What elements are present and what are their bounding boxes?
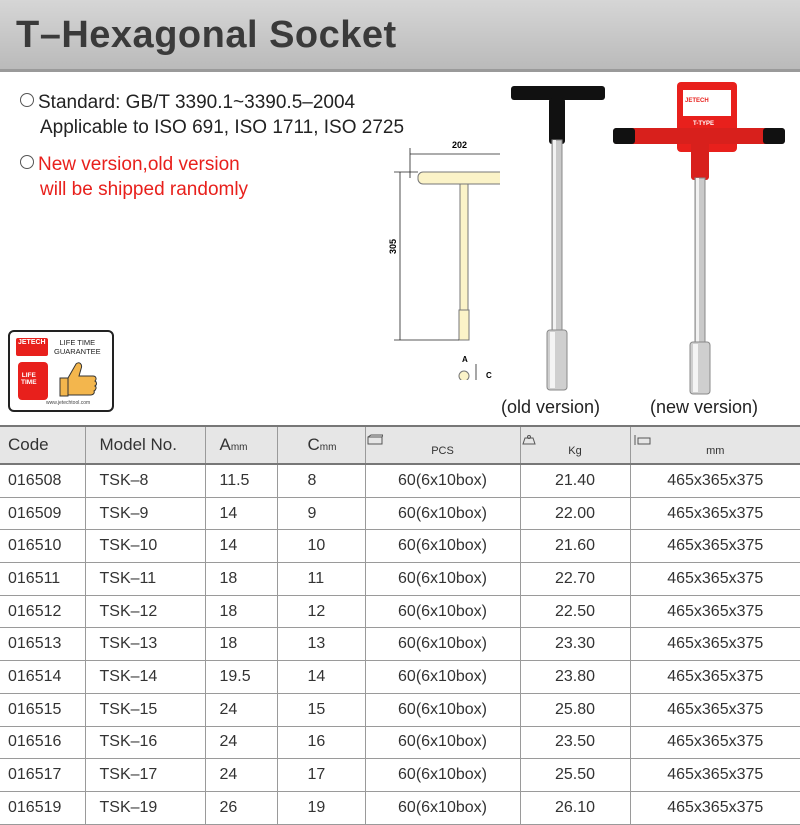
- cell-kg: 23.50: [520, 726, 630, 759]
- cell-a: 14: [205, 497, 277, 530]
- cell-dimensions: 465x365x375: [630, 661, 800, 694]
- col-header-pcs: PCS: [365, 426, 520, 464]
- table-row: [0, 464, 800, 497]
- emblem-text1: LIFE: [21, 372, 36, 379]
- cell-a: 24: [205, 726, 277, 759]
- circle-bullet-icon: [20, 93, 34, 107]
- cell-c: 9: [277, 497, 365, 530]
- cell-dimensions: 465x365x375: [630, 530, 800, 563]
- version-text-line1: New version,old version: [38, 154, 240, 175]
- cell-model: TSK–13: [85, 628, 205, 661]
- badge-line2: GUARANTEE: [54, 347, 101, 356]
- cell-pcs: 60(6x10box): [365, 595, 520, 628]
- cell-model: TSK–15: [85, 693, 205, 726]
- cell-kg: 26.10: [520, 791, 630, 824]
- table-row: [0, 628, 800, 661]
- cell-model: TSK–19: [85, 791, 205, 824]
- cell-dimensions: 465x365x375: [630, 595, 800, 628]
- cell-code: 016508: [0, 464, 85, 497]
- cell-c: 15: [277, 693, 365, 726]
- cell-a: 24: [205, 759, 277, 792]
- cell-dimensions: 465x365x375: [630, 497, 800, 530]
- cell-a: 19.5: [205, 661, 277, 694]
- cell-kg: 25.50: [520, 759, 630, 792]
- cell-kg: 22.70: [520, 563, 630, 596]
- cell-pcs: 60(6x10box): [365, 661, 520, 694]
- cell-model: TSK–9: [85, 497, 205, 530]
- table-row: [0, 563, 800, 596]
- spec-table: [0, 425, 800, 825]
- cell-model: TSK–12: [85, 595, 205, 628]
- cell-c: 12: [277, 595, 365, 628]
- col-header-model: Model No.: [85, 426, 205, 464]
- cell-dimensions: 465x365x375: [630, 628, 800, 661]
- cell-kg: 21.60: [520, 530, 630, 563]
- table-row: [0, 595, 800, 628]
- cell-code: 016514: [0, 661, 85, 694]
- cell-dimensions: 465x365x375: [630, 563, 800, 596]
- cell-model: TSK–10: [85, 530, 205, 563]
- cell-code: 016510: [0, 530, 85, 563]
- page-title: T–Hexagonal Socket: [16, 14, 397, 56]
- cell-pcs: 60(6x10box): [365, 726, 520, 759]
- cell-a: 18: [205, 595, 277, 628]
- new-version-caption: (new version): [650, 397, 759, 417]
- cell-c: 11: [277, 563, 365, 596]
- cell-c: 13: [277, 628, 365, 661]
- cell-code: 016517: [0, 759, 85, 792]
- badge-line1: LIFE TIME: [59, 338, 96, 347]
- standard-note: [20, 90, 404, 140]
- cell-dimensions: 465x365x375: [630, 464, 800, 497]
- col-header-c: Cmm: [277, 426, 365, 464]
- cell-a: 14: [205, 530, 277, 563]
- cell-dimensions: 465x365x375: [630, 693, 800, 726]
- table-header-row: [0, 426, 800, 464]
- cell-code: 016516: [0, 726, 85, 759]
- cell-a: 26: [205, 791, 277, 824]
- version-text-line2: will be shipped randomly: [40, 179, 249, 200]
- carton-dimension-icon: [632, 434, 652, 446]
- brand-logo-text: JETECH: [18, 339, 46, 346]
- width-dimension-label: 202: [452, 140, 468, 150]
- cell-kg: 22.50: [520, 595, 630, 628]
- cell-pcs: 60(6x10box): [365, 497, 520, 530]
- cell-c: 16: [277, 726, 365, 759]
- table-row: [0, 726, 800, 759]
- lifetime-guarantee-badge: [8, 330, 114, 412]
- cell-kg: 23.30: [520, 628, 630, 661]
- table-row: [0, 693, 800, 726]
- cell-dimensions: 465x365x375: [630, 791, 800, 824]
- cell-dimensions: 465x365x375: [630, 726, 800, 759]
- cell-pcs: 60(6x10box): [365, 759, 520, 792]
- cell-model: TSK–16: [85, 726, 205, 759]
- tag-line1: T-TYPE: [693, 121, 715, 127]
- cell-pcs: 60(6x10box): [365, 563, 520, 596]
- version-note: [20, 152, 248, 202]
- cell-kg: 23.80: [520, 661, 630, 694]
- cell-pcs: 60(6x10box): [365, 628, 520, 661]
- label-a: A: [462, 355, 468, 364]
- old-version-wrench-image: [505, 80, 610, 400]
- cell-code: 016519: [0, 791, 85, 824]
- cell-model: TSK–17: [85, 759, 205, 792]
- cell-a: 18: [205, 563, 277, 596]
- table-row: [0, 497, 800, 530]
- cell-dimensions: 465x365x375: [630, 759, 800, 792]
- cell-pcs: 60(6x10box): [365, 530, 520, 563]
- table-row: [0, 791, 800, 824]
- new-version-wrench-image: [605, 80, 795, 400]
- cell-a: 24: [205, 693, 277, 726]
- cell-code: 016512: [0, 595, 85, 628]
- cell-code: 016511: [0, 563, 85, 596]
- thumbs-up-icon: [56, 360, 100, 398]
- cell-kg: 22.00: [520, 497, 630, 530]
- table-row: [0, 530, 800, 563]
- tag-brand: JETECH: [685, 98, 709, 104]
- cell-model: TSK–14: [85, 661, 205, 694]
- banner-underline: [0, 69, 800, 72]
- cell-kg: 21.40: [520, 464, 630, 497]
- cell-pcs: 60(6x10box): [365, 693, 520, 726]
- cell-code: 016509: [0, 497, 85, 530]
- col-header-code: Code: [0, 426, 85, 464]
- cell-code: 016515: [0, 693, 85, 726]
- cell-kg: 25.80: [520, 693, 630, 726]
- cell-model: TSK–8: [85, 464, 205, 497]
- col-header-kg: Kg: [520, 426, 630, 464]
- cell-c: 17: [277, 759, 365, 792]
- applicable-text: Applicable to ISO 691, ISO 1711, ISO 2725: [40, 117, 405, 138]
- cell-pcs: 60(6x10box): [365, 464, 520, 497]
- cell-c: 10: [277, 530, 365, 563]
- weight-icon: [522, 434, 536, 446]
- standard-text: Standard: GB/T 3390.1~3390.5–2004: [38, 92, 356, 113]
- dimension-diagram: [380, 130, 500, 380]
- cell-a: 18: [205, 628, 277, 661]
- height-dimension-label: 305: [388, 238, 398, 254]
- cell-code: 016513: [0, 628, 85, 661]
- table-row: [0, 661, 800, 694]
- emblem-text2: TIME: [21, 379, 37, 386]
- label-c: C: [486, 371, 492, 380]
- cell-model: TSK–11: [85, 563, 205, 596]
- col-header-dimensions: mm: [630, 426, 800, 464]
- cell-pcs: 60(6x10box): [365, 791, 520, 824]
- cell-c: 14: [277, 661, 365, 694]
- cell-a: 11.5: [205, 464, 277, 497]
- circle-bullet-icon: [20, 155, 34, 169]
- old-version-caption: (old version): [501, 397, 601, 417]
- cell-c: 19: [277, 791, 365, 824]
- table-row: [0, 759, 800, 792]
- badge-url: www.jetechtool.com: [46, 400, 91, 406]
- box-icon: [367, 434, 383, 446]
- title-banner: [0, 0, 800, 72]
- col-header-a: Amm: [205, 426, 277, 464]
- cell-c: 8: [277, 464, 365, 497]
